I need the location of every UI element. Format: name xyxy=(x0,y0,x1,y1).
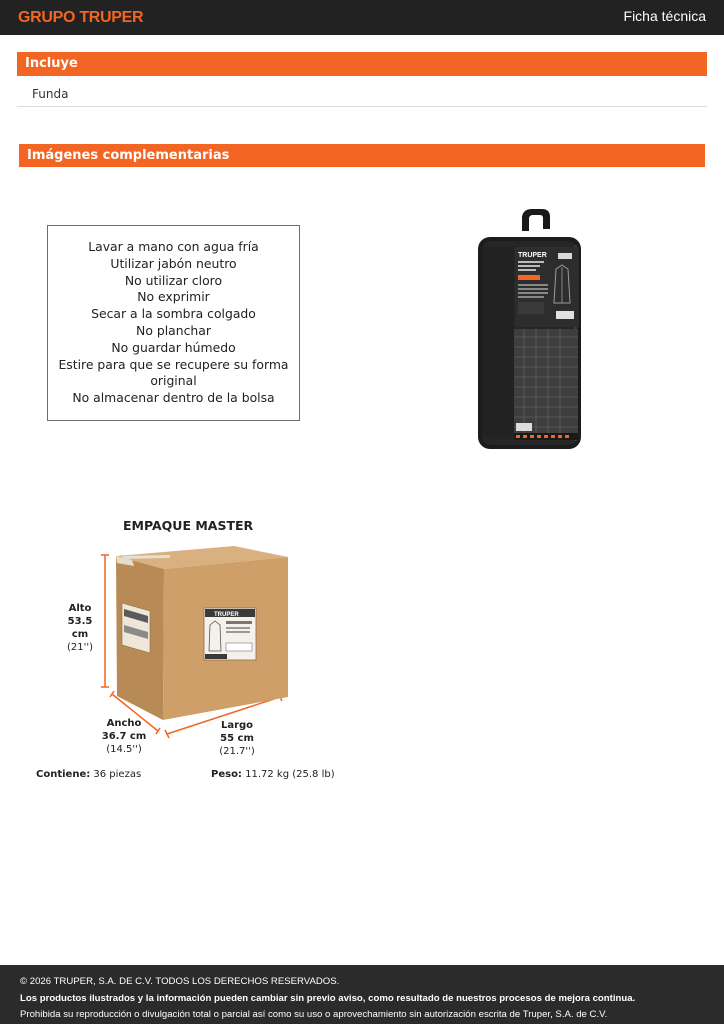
section-header-incluye: Incluye xyxy=(17,52,707,76)
care-instructions-box xyxy=(47,225,300,421)
care-instruction: original xyxy=(150,373,197,389)
master-package-figure xyxy=(30,513,335,793)
care-instruction: No exprimir xyxy=(137,289,210,305)
document-type-label: Ficha técnica xyxy=(623,8,706,24)
brand-logo[interactable]: GRUPO TRUPER xyxy=(18,9,144,26)
dimension-alto-imperial: (21'') xyxy=(66,642,94,653)
contiene-label: Contiene: xyxy=(36,769,91,780)
product-brand-label: TRUPER xyxy=(518,252,547,259)
care-instruction: Lavar a mano con agua fría xyxy=(88,239,259,255)
care-instruction: Secar a la sombra colgado xyxy=(91,306,256,322)
footer xyxy=(0,965,724,1024)
dimension-largo-label: Largo xyxy=(220,720,254,731)
dimension-ancho-label: Ancho xyxy=(106,718,142,729)
care-instruction: No almacenar dentro de la bolsa xyxy=(72,390,275,406)
peso-value: 11.72 kg (25.8 lb) xyxy=(245,769,335,780)
care-instruction: Estire para que se recupere su forma xyxy=(58,356,289,372)
peso-info xyxy=(211,769,335,780)
contiene-info xyxy=(36,769,141,780)
header-bar xyxy=(0,0,724,35)
section-header-imagenes: Imágenes complementarias xyxy=(19,144,705,167)
care-instruction: No utilizar cloro xyxy=(124,272,223,288)
dimension-largo-metric: 55 cm xyxy=(220,733,254,744)
dimension-largo xyxy=(212,719,262,758)
dimension-alto-metric: 53.5 cm xyxy=(67,616,93,640)
dimension-ancho xyxy=(96,717,152,756)
dimension-ancho-imperial: (14.5'') xyxy=(106,744,142,755)
footer-copyright: © 2026 TRUPER, S.A. DE C.V. TODOS LOS DERECHOS RESERVADOS. xyxy=(20,976,340,987)
footer-notice: Los productos ilustrados y la información pueden cambiar sin previo aviso, como resultado de nuestros procesos de mejora continua. xyxy=(20,992,636,1004)
box-brand-label: TRUPER xyxy=(214,612,239,618)
product-packaging-image xyxy=(470,207,590,455)
dimension-largo-imperial: (21.7'') xyxy=(219,746,255,757)
section-divider xyxy=(17,106,707,107)
dimension-alto xyxy=(58,602,102,654)
care-instruction: No planchar xyxy=(136,323,211,338)
incluye-item: Funda xyxy=(32,87,69,101)
dimension-alto-label: Alto xyxy=(68,603,92,614)
peso-label: Peso: xyxy=(211,769,242,780)
contiene-value: 36 piezas xyxy=(93,769,142,780)
master-title: EMPAQUE MASTER xyxy=(123,518,254,533)
care-instruction: Utilizar jabón neutro xyxy=(110,255,237,271)
footer-prohibition: Prohibida su reproducción o divulgación total o parcial así como su uso o aprovechamiento sin autorización escrita de Truper, S.A. de C.V. xyxy=(20,1009,608,1020)
care-instruction: No guardar húmedo xyxy=(111,339,236,355)
dimension-ancho-metric: 36.7 cm xyxy=(101,731,147,742)
